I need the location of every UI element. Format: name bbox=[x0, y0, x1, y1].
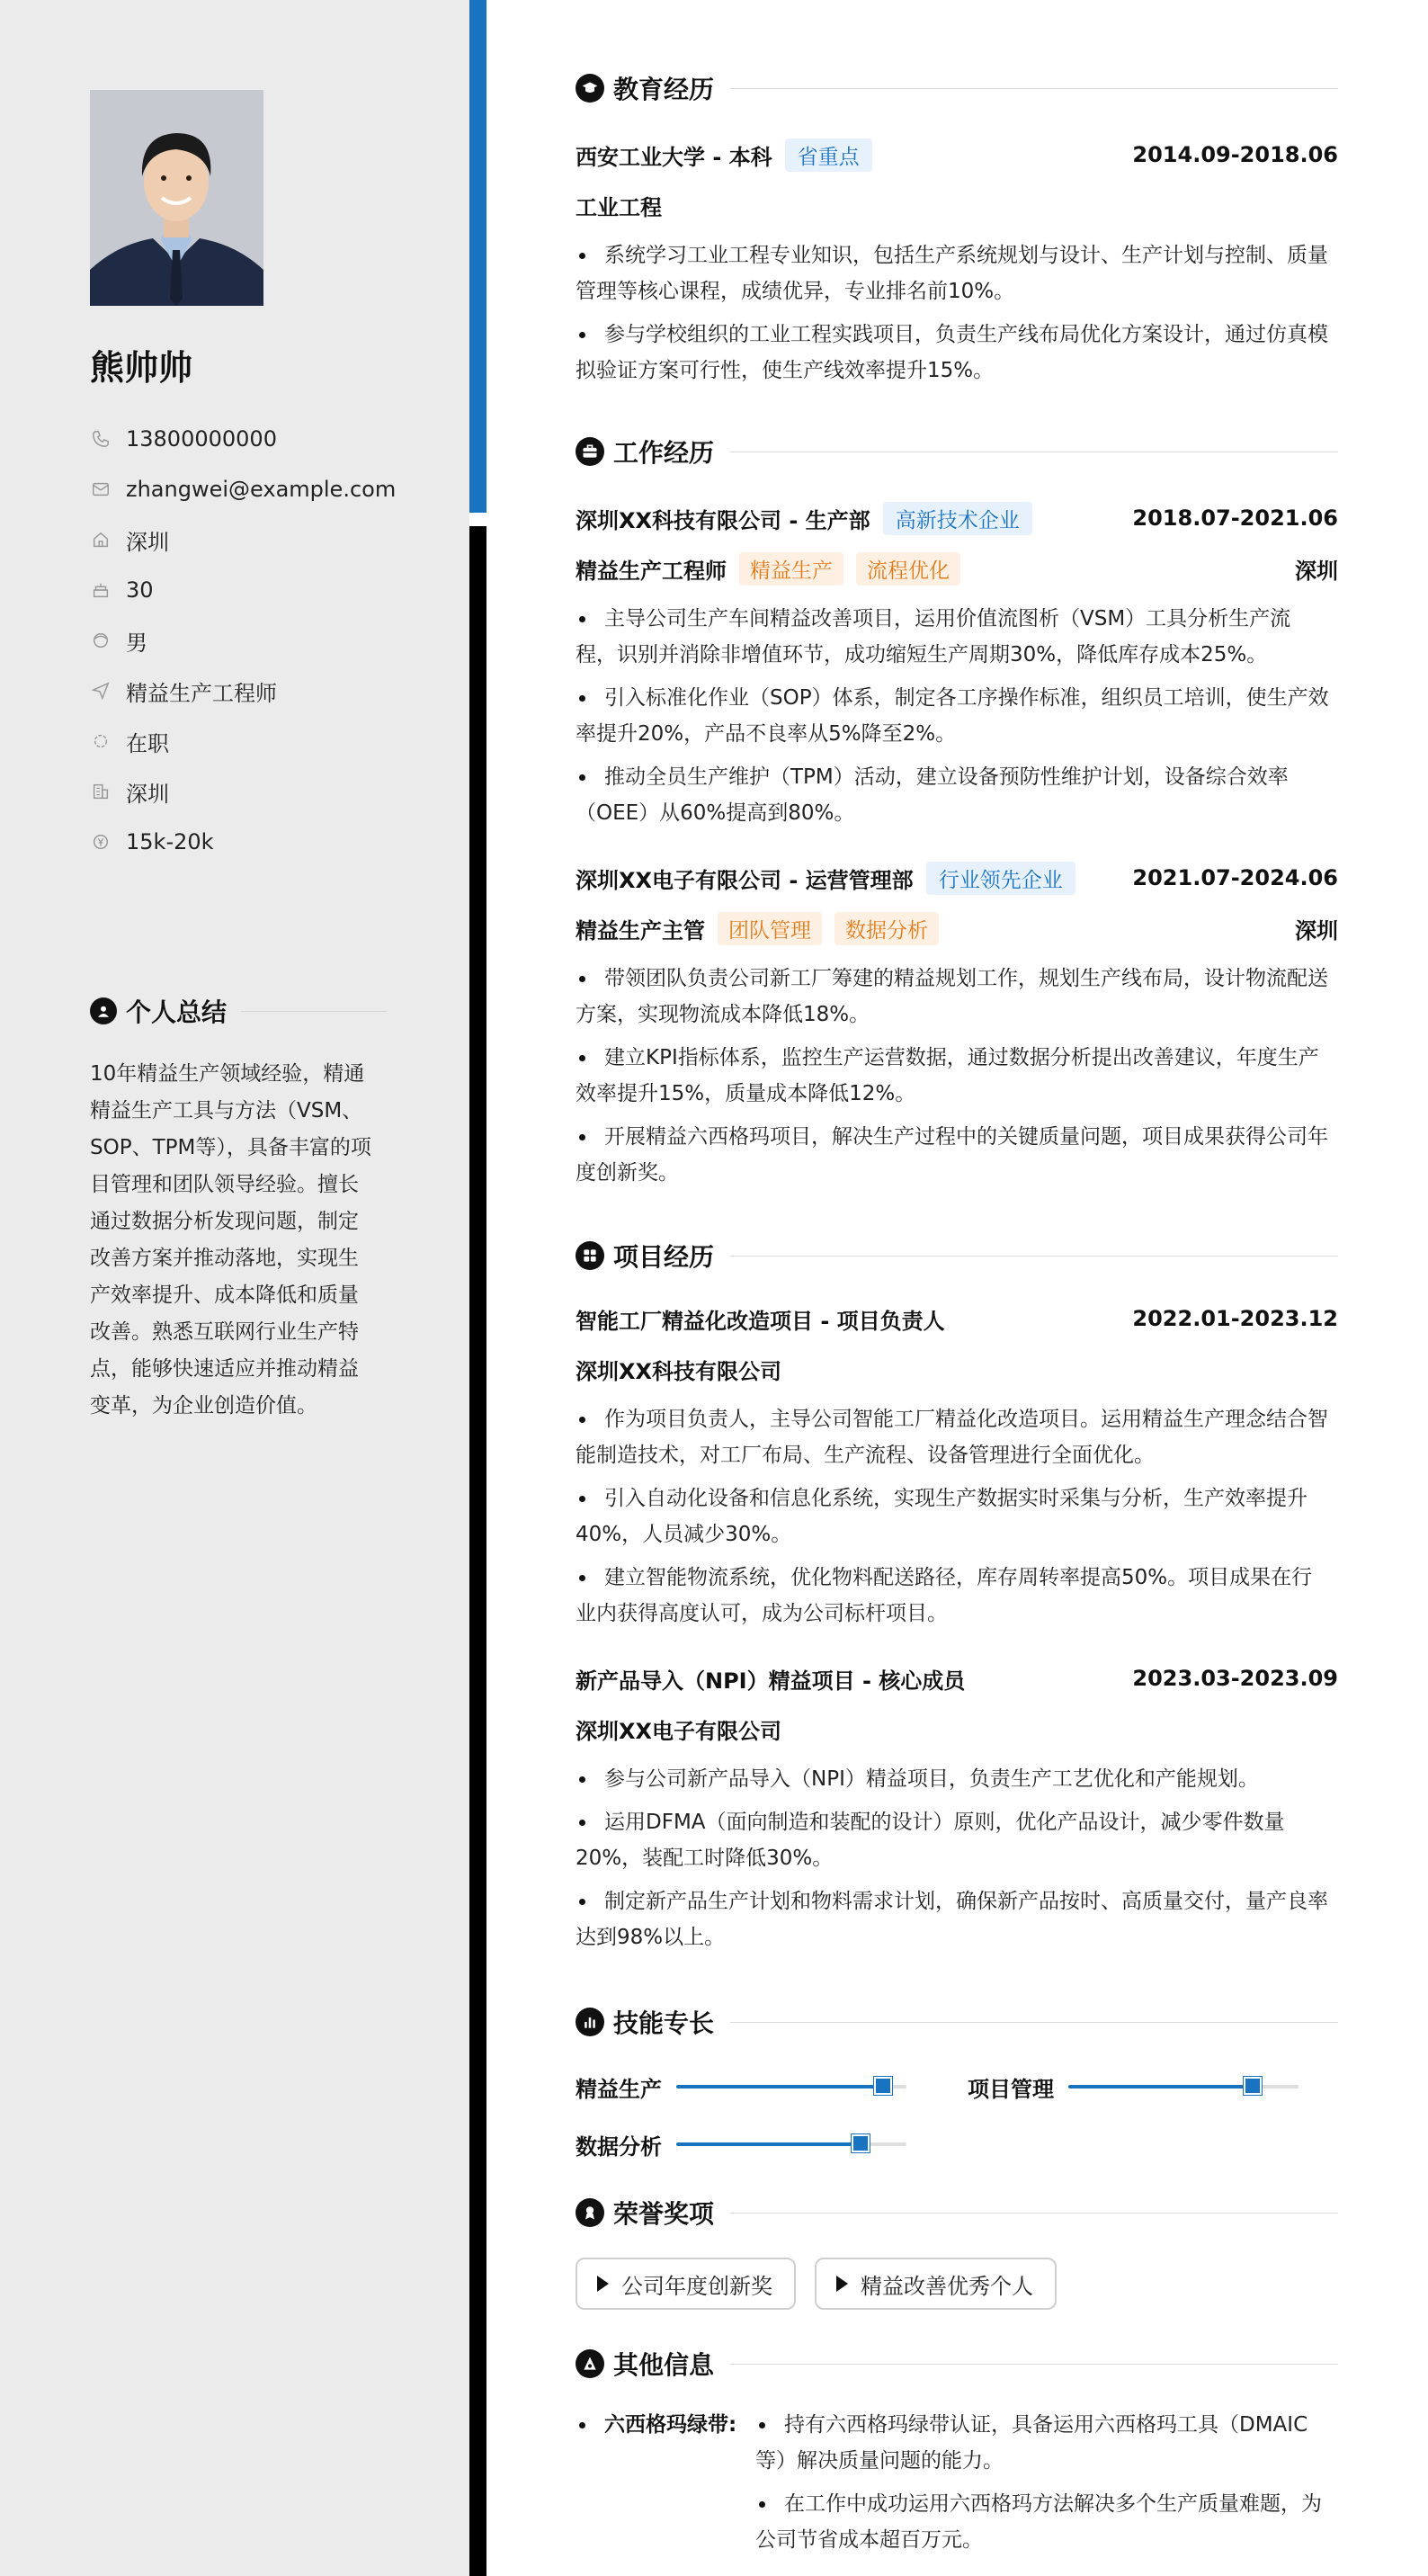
skill-knob bbox=[852, 2134, 870, 2152]
job-role: 精益生产工程师 bbox=[576, 558, 727, 584]
contact-city bbox=[90, 766, 450, 817]
skill-name: 数据分析 bbox=[576, 2133, 662, 2160]
project-2-company-row bbox=[576, 1711, 1338, 1747]
contact-list bbox=[90, 414, 450, 867]
job-role: 精益生产主管 bbox=[576, 917, 705, 944]
job-period: 2018.07-2021.06 bbox=[1132, 505, 1338, 531]
education-heading bbox=[576, 70, 1338, 106]
list-item: 引入自动化设备和信息化系统，实现生产数据实时采集与分析，生产效率提升40%，人员减少30%。 bbox=[576, 1480, 1329, 1552]
list-item: 推动全员生产维护（TPM）活动，建立设备预防性维护计划，设备综合效率（OEE）从60%提高到80%。 bbox=[576, 759, 1329, 831]
contact-phone bbox=[90, 414, 450, 464]
list-item: 开展精益六西格玛项目，解决生产过程中的关键质量问题，项目成果获得公司年度创新奖。 bbox=[576, 1119, 1329, 1191]
project-name: 新产品导入（NPI）精益项目 - 核心成员 bbox=[576, 1668, 966, 1694]
list-item: 建立智能物流系统，优化物料配送路径，库存周转率提高50%。项目成果在行业内获得高度认可，成为公司标杆项目。 bbox=[576, 1560, 1329, 1632]
job-company: 深圳XX科技有限公司 - 生产部 bbox=[576, 507, 870, 533]
honor-label: 公司年度创新奖 bbox=[621, 2273, 772, 2299]
job-1-role-row bbox=[576, 550, 1338, 586]
major: 工业工程 bbox=[576, 194, 662, 220]
contact-email bbox=[90, 464, 450, 514]
list-item: 带领团队负责公司新工厂筹建的精益规划工作，规划生产线布局，设计物流配送方案，实现物流成本降低18%。 bbox=[576, 961, 1329, 1033]
summary-title: 个人总结 bbox=[126, 997, 228, 1027]
honor-badge bbox=[576, 2258, 796, 2310]
job-city: 深圳 bbox=[1295, 917, 1338, 944]
avatar bbox=[90, 90, 263, 306]
status-icon bbox=[90, 730, 112, 752]
list-item: 运用DFMA（面向制造和装配的设计）原则，优化产品设计，减少零件数量20%，装配工时降低30%。 bbox=[576, 1804, 1329, 1876]
divider bbox=[730, 2022, 1338, 2023]
building-icon bbox=[90, 781, 112, 802]
graduation-cap-icon bbox=[576, 74, 604, 103]
project-period: 2023.03-2023.09 bbox=[1132, 1666, 1338, 1691]
contact-location-text: 深圳 bbox=[126, 529, 169, 555]
education-title: 教育经历 bbox=[613, 75, 715, 104]
divider bbox=[730, 88, 1338, 89]
other-label: 六西格玛绿带: bbox=[576, 2407, 755, 2565]
skill-item bbox=[576, 2126, 906, 2162]
projects-title: 项目经历 bbox=[613, 1242, 715, 1272]
school-name: 西安工业大学 - 本科 bbox=[576, 144, 772, 170]
contact-phone-text: 13800000000 bbox=[126, 426, 277, 452]
divider bbox=[241, 1011, 387, 1012]
contact-location bbox=[90, 514, 450, 565]
skill-knob bbox=[1244, 2077, 1262, 2095]
accent-bar-blue bbox=[469, 0, 486, 513]
user-icon bbox=[90, 997, 117, 1024]
project-2-row bbox=[576, 1660, 1338, 1696]
job-company: 深圳XX电子有限公司 - 运营管理部 bbox=[576, 867, 914, 893]
avatar-photo-icon bbox=[90, 90, 263, 306]
skill-fill bbox=[676, 2142, 861, 2146]
summary-text: 10年精益生产领域经验，精通精益生产工具与方法（VSM、SOP、TPM等），具备丰富的项目管理和团队领导经验。擅长通过数据分析发现问题，制定改善方案并推动落地，实现生产效率提升、成本降低和质量改善。熟悉互联网行业生产特点，能够快速适应并推动精益变革，为企业创造价值。 bbox=[90, 1062, 371, 1418]
project-period: 2022.01-2023.12 bbox=[1132, 1306, 1338, 1331]
award-icon bbox=[576, 2198, 604, 2227]
other-title: 其他信息 bbox=[613, 2350, 715, 2380]
other-list bbox=[755, 2407, 1338, 2565]
company-tag: 行业领先企业 bbox=[926, 862, 1075, 895]
list-item: 系统学习工业工程专业知识，包括生产系统规划与设计、生产计划与控制、质量管理等核心课程，成绩优异，专业排名前10%。 bbox=[576, 237, 1329, 309]
project-name: 智能工厂精益化改造项目 - 项目负责人 bbox=[576, 1308, 945, 1334]
other-heading bbox=[576, 2346, 1338, 2382]
summary-heading bbox=[90, 993, 387, 1029]
school-tag: 省重点 bbox=[785, 139, 872, 172]
contact-position bbox=[90, 666, 450, 716]
education-school-row bbox=[576, 137, 1338, 173]
divider bbox=[730, 1256, 1338, 1257]
job-2-company-row bbox=[576, 860, 1338, 896]
gender-icon bbox=[90, 630, 112, 651]
skill-item bbox=[576, 2069, 906, 2105]
project-1-bullets bbox=[576, 1401, 1329, 1639]
contact-city-text: 深圳 bbox=[126, 781, 169, 807]
skill-knob bbox=[874, 2077, 892, 2095]
job-period: 2021.07-2024.06 bbox=[1132, 865, 1338, 890]
mail-icon bbox=[90, 479, 112, 500]
candidate-name: 熊帅帅 bbox=[90, 348, 193, 388]
role-tag: 流程优化 bbox=[856, 552, 960, 586]
skill-fill bbox=[1068, 2085, 1253, 2089]
project-2-bullets bbox=[576, 1761, 1329, 1963]
education-bullets bbox=[576, 237, 1329, 396]
list-item: 参与学校组织的工业工程实践项目，负责生产线布局优化方案设计，通过仿真模拟验证方案可行性，使生产线效率提升15%。 bbox=[576, 317, 1329, 389]
phone-icon bbox=[90, 428, 112, 450]
grid-icon bbox=[576, 1241, 604, 1270]
contact-position-text: 精益生产工程师 bbox=[126, 680, 277, 706]
skill-bar bbox=[1068, 2085, 1299, 2089]
role-tag: 数据分析 bbox=[834, 912, 939, 945]
list-item: 在工作中成功运用六西格玛方法解决多个生产质量难题，为公司节省成本超百万元。 bbox=[755, 2486, 1338, 2558]
contact-salary-text: 15k-20k bbox=[126, 829, 214, 854]
projects-heading bbox=[576, 1238, 1338, 1274]
job-city: 深圳 bbox=[1295, 558, 1338, 584]
info-icon bbox=[576, 2349, 604, 2378]
list-item: 主导公司生产车间精益改善项目，运用价值流图析（VSM）工具分析生产流程，识别并消除非增值环节，成功缩短生产周期30%，降低库存成本25%。 bbox=[576, 601, 1329, 673]
job-2-role-row bbox=[576, 910, 1338, 946]
role-tag: 精益生产 bbox=[739, 552, 843, 586]
skill-bar bbox=[676, 2085, 906, 2089]
list-item: 参与公司新产品导入（NPI）精益项目，负责生产工艺优化和产能规划。 bbox=[576, 1761, 1329, 1797]
list-item: 持有六西格玛绿带认证，具备运用六西格玛工具（DMAIC等）解决质量问题的能力。 bbox=[755, 2407, 1338, 2479]
work-heading bbox=[576, 434, 1338, 470]
project-1-company-row bbox=[576, 1351, 1338, 1387]
contact-email-text: zhangwei@example.com bbox=[126, 477, 397, 502]
job-2-bullets bbox=[576, 961, 1329, 1198]
project-company: 深圳XX电子有限公司 bbox=[576, 1718, 782, 1744]
honor-label: 精益改善优秀个人 bbox=[861, 2273, 1033, 2299]
skill-name: 精益生产 bbox=[576, 2076, 662, 2102]
divider bbox=[730, 2213, 1338, 2214]
skill-item bbox=[968, 2069, 1299, 2105]
list-item: 作为项目负责人，主导公司智能工厂精益化改造项目。运用精益生产理念结合智能制造技术，对工厂布局、生产流程、设备管理进行全面优化。 bbox=[576, 1401, 1329, 1473]
contact-gender-text: 男 bbox=[126, 630, 147, 656]
play-icon bbox=[836, 2276, 848, 2292]
contact-gender bbox=[90, 615, 450, 666]
job-1-bullets bbox=[576, 601, 1329, 838]
list-item: 制定新产品生产计划和物料需求计划，确保新产品按时、高质量交付，量产良率达到98%以上。 bbox=[576, 1883, 1329, 1955]
play-icon bbox=[597, 2276, 609, 2292]
contact-age-text: 30 bbox=[126, 577, 154, 603]
cake-icon bbox=[90, 579, 112, 601]
contact-salary bbox=[90, 817, 450, 867]
honors-title: 荣誉奖项 bbox=[613, 2199, 715, 2229]
honor-badge bbox=[815, 2258, 1057, 2310]
divider bbox=[730, 2364, 1338, 2365]
contact-age bbox=[90, 565, 450, 615]
education-major-row bbox=[576, 187, 1338, 223]
list-item: 引入标准化作业（SOP）体系，制定各工序操作标准，组织员工培训，使生产效率提升20%，产品不良率从5%降至2%。 bbox=[576, 680, 1329, 752]
education-period: 2014.09-2018.06 bbox=[1132, 142, 1338, 167]
salary-icon bbox=[90, 831, 112, 853]
send-icon bbox=[90, 680, 112, 702]
skills-title: 技能专长 bbox=[613, 2008, 715, 2038]
project-1-row bbox=[576, 1301, 1338, 1337]
skill-bar bbox=[676, 2142, 906, 2146]
list-item: 建立KPI指标体系，监控生产运营数据，通过数据分析提出改善建议，年度生产效率提升15%，质量成本降低12%。 bbox=[576, 1040, 1329, 1112]
other-info bbox=[576, 2407, 1338, 2565]
work-title: 工作经历 bbox=[613, 438, 715, 468]
sidebar bbox=[0, 0, 469, 2576]
job-1-company-row bbox=[576, 500, 1338, 536]
contact-status bbox=[90, 716, 450, 766]
skill-name: 项目管理 bbox=[968, 2076, 1054, 2102]
honors-heading bbox=[576, 2195, 1338, 2231]
contact-status-text: 在职 bbox=[126, 730, 169, 756]
briefcase-icon bbox=[576, 437, 604, 466]
project-company: 深圳XX科技有限公司 bbox=[576, 1358, 782, 1384]
company-tag: 高新技术企业 bbox=[883, 502, 1032, 535]
skill-fill bbox=[676, 2085, 883, 2089]
accent-bar-black bbox=[469, 526, 486, 2576]
skills-heading bbox=[576, 2004, 1338, 2040]
home-icon bbox=[90, 529, 112, 550]
role-tag: 团队管理 bbox=[718, 912, 822, 945]
bar-chart-icon bbox=[576, 2008, 604, 2036]
